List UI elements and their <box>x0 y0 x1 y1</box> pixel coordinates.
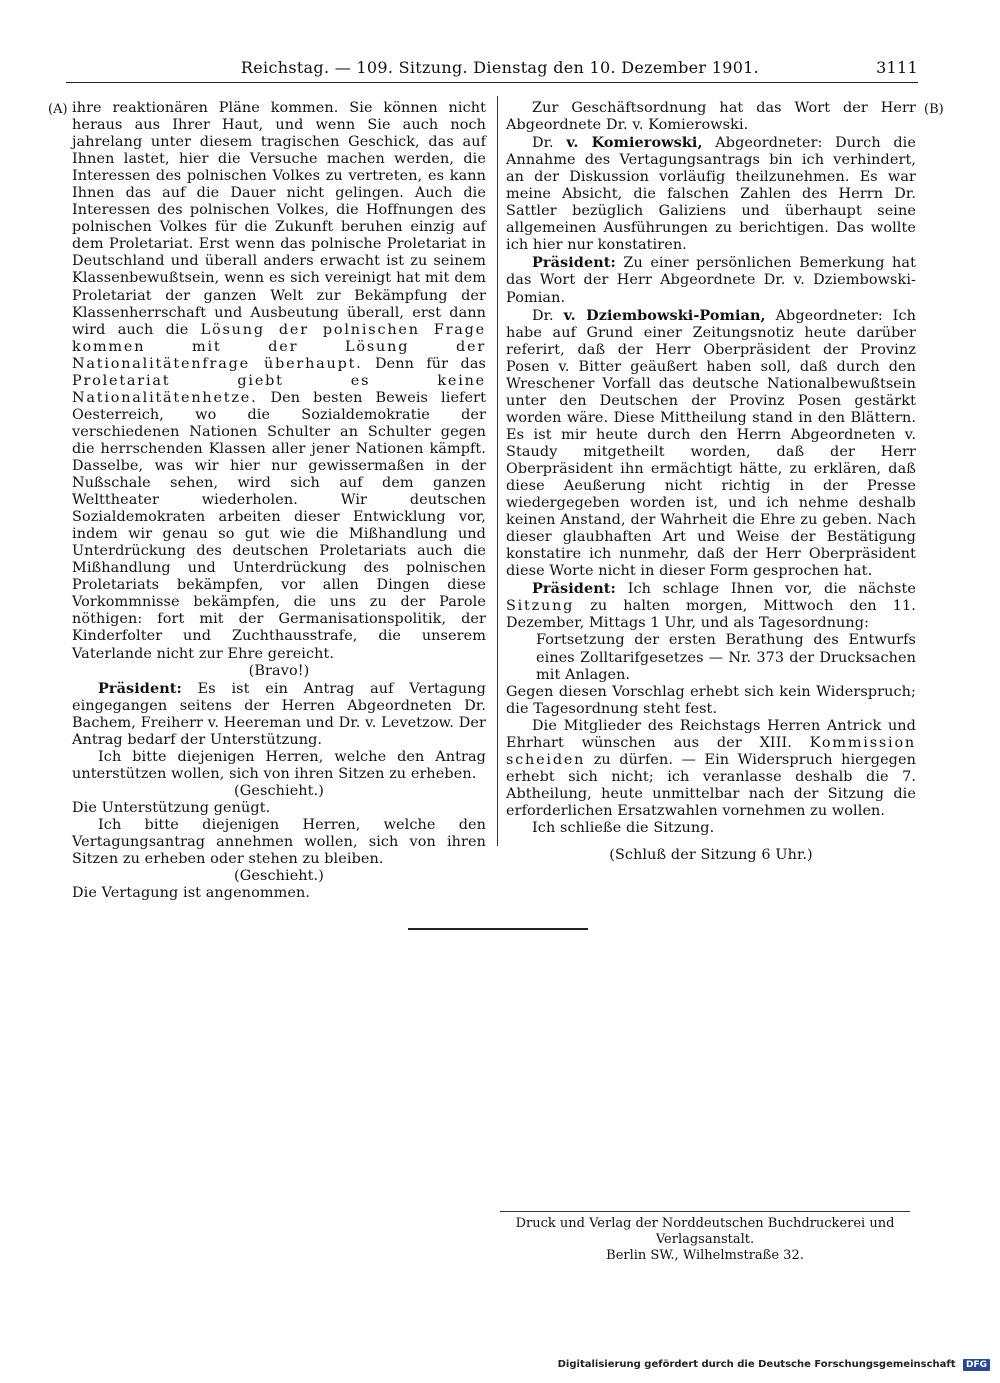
agenda-item: Fortsetzung der ersten Berathung des Entwurfs eines Zolltarifgesetzes — Nr. 373 der Drucksachen mit Anlagen. <box>536 632 916 683</box>
speaker-name: v. Dziembowski-Pomian, <box>563 306 766 324</box>
paragraph <box>506 718 916 820</box>
session-closing: (Schluß der Sitzung 6 Uhr.) <box>609 847 813 864</box>
margin-marker-a: (A) <box>48 102 68 117</box>
paragraph-text: Denn für das <box>374 355 486 372</box>
paragraph-text: Es ist ein Antrag auf Vertagung eingegangen seitens der Herren Abgeordneten Dr. Bachem, Freiherr v. Heereman und Dr. v. Levetzow. Der Antrag bedarf der Unterstützung. <box>72 680 486 748</box>
end-rule <box>408 928 588 930</box>
paragraph <box>506 307 916 581</box>
column-divider <box>497 96 498 846</box>
right-column <box>506 100 916 864</box>
emphasis-text: Kommission scheiden <box>506 734 916 768</box>
speaker-title: Dr. <box>532 135 554 152</box>
emphasis-text: Sitzung <box>506 598 575 615</box>
paragraph: Ich schließe die Sitzung. <box>532 819 715 836</box>
paragraph-text: zu halten morgen, Mittwoch den 11. Dezember, Mittags 1 Uhr, und als Tagesordnung: <box>506 598 916 632</box>
paragraph-text: Abgeordneter: Ich habe auf Grund einer Zeitungsnotiz heute darüber referirt, daß der Herr Oberpräsident der Provinz Posen v. Bitter geäußert haben soll, daß durch den Wreschener Vorfall das deutsche Nationalbewußtsein unter den Deutschen der Provinz Posen gestärkt worden wäre. Diese Mittheilung stand in den Blättern. Es ist mir heute durch den Herrn Abgeordneten v. Staudy mitgetheilt worden, daß der Herr Oberpräsident ihn ermächtigt hätte, zu erklären, daß diese Aeußerung nicht richtig in der Presse wiedergegeben worden ist, und ich nehme deshalb keinen Anstand, der Wahrheit die Ehre zu geben. Nach dieser glaubhaften Art und Weise der Bestätigung konstatire ich nunmehr, daß der Herr Oberpräsident diese Worte nicht in dieser Form gesprochen hat. <box>506 307 916 580</box>
speaker-name: Präsident: <box>532 580 616 598</box>
dfg-credit-text: Digitalisierung gefördert durch die Deutsche Forschungsgemeinschaft <box>557 1359 956 1370</box>
margin-marker-b: (B) <box>924 102 944 117</box>
paragraph-text: Ich schlage Ihnen vor, die nächste <box>627 581 916 598</box>
page-header <box>0 56 1000 82</box>
emphasis-text: Proletariat giebt es keine Nationalitätenhetze. <box>72 372 486 406</box>
left-column <box>72 100 486 902</box>
dfg-logo-icon: DFG <box>963 1359 990 1371</box>
header-rule <box>66 82 918 83</box>
dfg-credit <box>558 1359 990 1371</box>
imprint-line: Berlin SW., Wilhelmstraße 32. <box>606 1248 804 1263</box>
paragraph: Ich bitte diejenigen Herren, welche den Antrag unterstützen wollen, sich von ihren Sitzen zu erheben. <box>72 748 486 782</box>
running-title: Reichstag. — 109. Sitzung. Dienstag den 10. Dezember 1901. <box>240 58 760 77</box>
interjection: (Bravo!) <box>248 662 310 679</box>
paragraph-text: Den besten Beweis liefert Oesterreich, wo die Sozialdemokratie der verschiedenen Nationen Schulter an Schulter gegen die herrschenden Klassen aller jener Nationen kämpft. Dasselbe, was wir hier nur gewissermaßen in der Nußschale sehen, wird sich auf dem ganzen Welttheater wiederholen. Wir deutschen Sozialdemokraten arbeiten dieser Entwicklung vor, indem wir genau so gut wie die Mißhandlung und Unterdrückung des deutschen Proletariats auch die Mißhandlung und Unterdrückung des polnischen Proletariats bekämpfen, vor allen Dingen diese Vorkommnisse bekämpfen, die uns zu der Parole nöthigen: fort mit der Germanisationspolitik, der Kinderfolter und Zuchthausstrafe, die unserem Vaterlande nicht zur Ehre gereicht. <box>72 389 486 662</box>
paragraph: Die Vertagung ist angenommen. <box>72 885 310 902</box>
paragraph <box>72 680 486 749</box>
paragraph-text: Zu einer persönlichen Bemerkung hat das Wort der Herr Abgeordnete Dr. v. Dziembowski-Pomian. <box>506 255 916 306</box>
speaker-name: v. Komierowski, <box>566 134 703 152</box>
paragraph-text: ihre reaktionären Pläne kommen. Sie können nicht heraus aus Ihrer Haut, und wenn Sie auch noch jahrelang unter diesem tragischen Geschick, das auf Ihnen lastet, hier die Versuche machen werden, die Interessen des polnischen Volkes zu vertreten, es kann Ihnen das auf die Dauer nicht gelingen. Auch die Interessen des polnischen Volkes, die Hoffnungen des polnischen Volkes für die Zukunft beruhen einzig auf dem Proletariat. Erst wenn das polnische Proletariat in Deutschland und überall anders erwacht ist zu seinem Klassenbewußtsein, wenn es sich vereinigt hat mit dem Proletariat der ganzen Welt zur Bekämpfung der Klassenherrschaft und Ausbeutung überall, erst dann wird auch die <box>72 100 486 338</box>
paragraph-text: Die Mitglieder des Reichstags Herren Antrick und Ehrhart wünschen aus der XIII. <box>506 717 916 751</box>
imprint <box>500 1216 910 1264</box>
page-number: 3111 <box>876 58 918 77</box>
paragraph: Zur Geschäftsordnung hat das Wort der Herr Abgeordnete Dr. v. Komierowski. <box>506 100 916 134</box>
paragraph <box>72 100 486 663</box>
speaker-name: Präsident: <box>98 679 182 697</box>
paragraph: Ich bitte diejenigen Herren, welche den Vertagungsantrag annehmen wollen, sich von ihren Sitzen zu erheben oder stehen zu bleiben. <box>72 816 486 868</box>
paragraph <box>506 580 916 632</box>
paragraph <box>506 134 916 254</box>
paragraph-text: zu dürfen. — Ein Widerspruch hiergegen erhebt sich nicht; ich veranlasse deshalb die 7. Abtheilung, heute unmittelbar nach der Sitzung die erforderlichen Ersatzwahlen vornehmen zu wollen. <box>506 751 916 819</box>
paragraph: Gegen diesen Vorschlag erhebt sich kein Widerspruch; die Tagesordnung steht fest. <box>506 683 916 717</box>
paragraph: Die Unterstützung genügt. <box>72 799 271 816</box>
interjection: (Geschieht.) <box>234 782 324 799</box>
imprint-line: Druck und Verlag der Norddeutschen Buchdruckerei und Verlagsanstalt. <box>515 1216 895 1247</box>
emphasis-text: Lösung der polnischen Frage kommen mit der Lösung der Nationalitätenfrage überhaupt. <box>72 321 486 372</box>
interjection: (Geschieht.) <box>234 868 324 885</box>
speaker-title: Dr. <box>532 307 554 324</box>
paragraph-text: Abgeordneter: Durch die Annahme des Vertagungsantrags bin ich verhindert, an der Diskussion vorläufig theilzunehmen. Es war meine Absicht, die falschen Zahlen des Herrn Dr. Sattler bezüglich Galiziens und überhaupt seine allgemeinen Ausführungen zu berichtigen. Das wollte ich hier nur konstatiren. <box>506 135 916 254</box>
paragraph <box>506 254 916 306</box>
imprint-rule <box>500 1211 910 1212</box>
speaker-name: Präsident: <box>532 254 616 272</box>
